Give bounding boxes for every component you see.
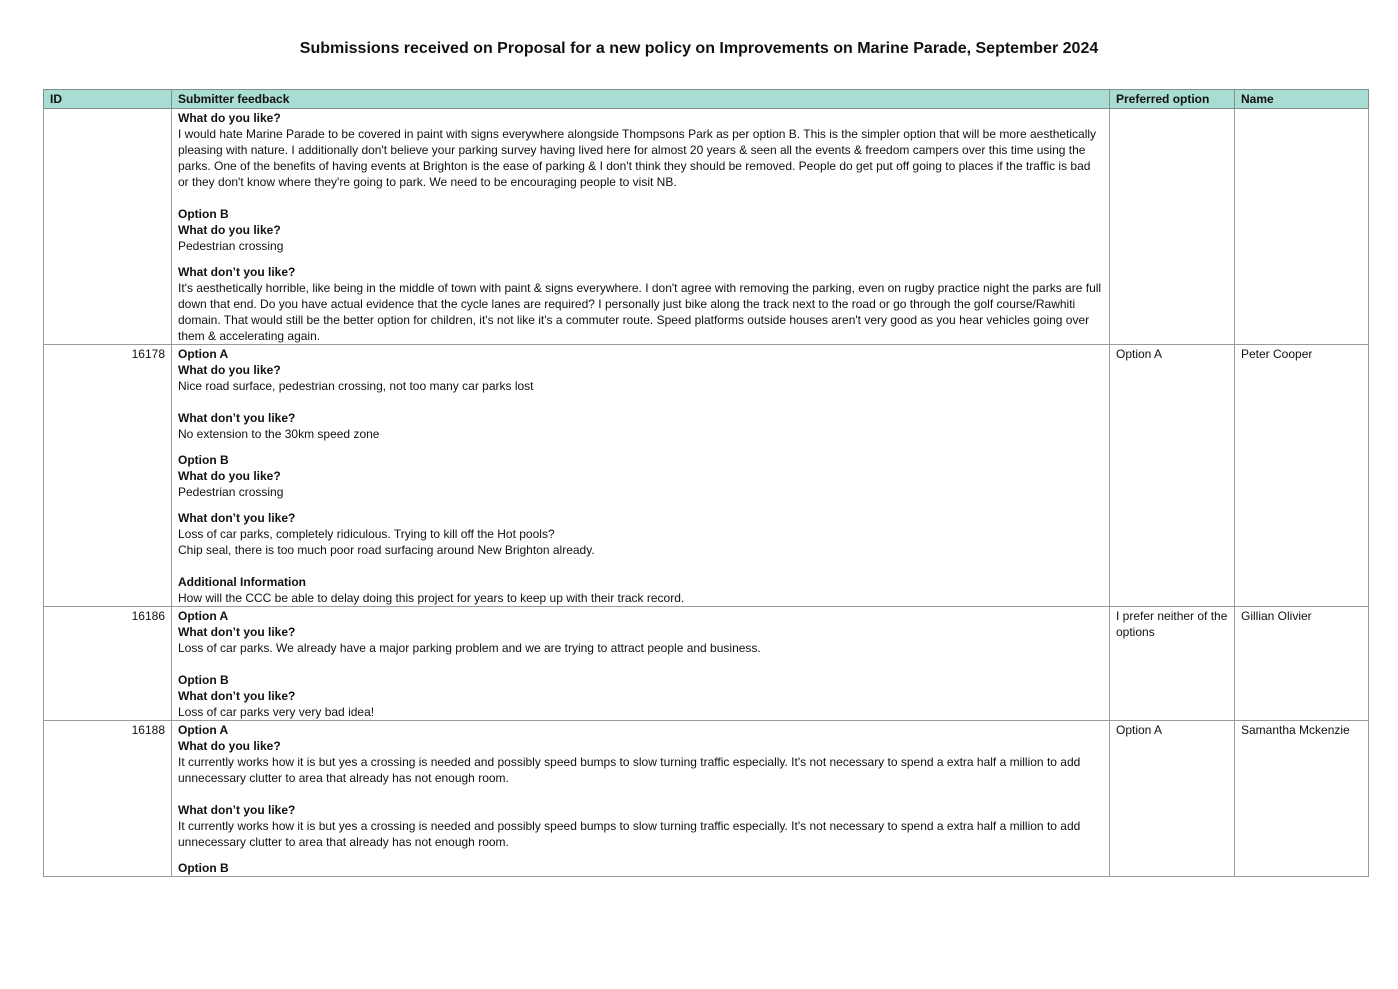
feedback-heading: Option B bbox=[178, 207, 229, 221]
feedback-text: How will the CCC be able to delay doing this project for years to keep up with their track record. bbox=[178, 591, 685, 605]
submission-id: 16186 bbox=[44, 607, 172, 721]
feedback-heading: What do you like? bbox=[178, 111, 281, 125]
page-title: Submissions received on Proposal for a new policy on Improvements on Marine Parade, September 2024 bbox=[299, 40, 1099, 57]
feedback-heading: What don’t you like? bbox=[178, 265, 296, 279]
submitter-name: Gillian Olivier bbox=[1235, 607, 1369, 721]
feedback-heading: What don’t you like? bbox=[178, 803, 296, 817]
table-header-row bbox=[44, 90, 1369, 109]
column-header-id: ID bbox=[44, 90, 172, 109]
feedback-text: I would hate Marine Parade to be covered in paint with signs everywhere alongside Thompsons Park as per option B. This is the simpler option that will be more aesthetically pleasing with nature. I additionally don't believe your parking survey having lived here for almost 20 years & seen all the events & freedom campers over this time using the parks. One of the benefits of having events at Brighton is the ease of parking & I don't think they should be removed. People do get put off going to places if the traffic is bad or they don't know where they're going to park. We need to be encouraging people to visit NB. bbox=[178, 127, 1097, 189]
feedback-text: Pedestrian crossing bbox=[178, 239, 284, 253]
preferred-option: Option A bbox=[1110, 721, 1235, 877]
feedback-heading: What do you like? bbox=[178, 363, 281, 377]
feedback-heading: Option B bbox=[178, 453, 229, 467]
feedback-heading: Option B bbox=[178, 861, 229, 875]
table-row bbox=[44, 345, 1369, 607]
preferred-option: I prefer neither of the options bbox=[1110, 607, 1235, 721]
submission-id bbox=[44, 109, 172, 345]
feedback-heading: Option A bbox=[178, 609, 229, 623]
submission-id: 16178 bbox=[44, 345, 172, 607]
feedback-text: No extension to the 30km speed zone bbox=[178, 427, 380, 441]
feedback-text: Chip seal, there is too much poor road surfacing around New Brighton already. bbox=[178, 543, 595, 557]
feedback-heading: Option A bbox=[178, 347, 229, 361]
table-row bbox=[44, 607, 1369, 721]
submission-id: 16188 bbox=[44, 721, 172, 877]
feedback-text: Nice road surface, pedestrian crossing, not too many car parks lost bbox=[178, 379, 534, 393]
feedback-heading: Option B bbox=[178, 673, 229, 687]
submitter-name: Samantha Mckenzie bbox=[1235, 721, 1369, 877]
feedback-heading: Option A bbox=[178, 723, 229, 737]
feedback-heading: What don’t you like? bbox=[178, 511, 296, 525]
submitter-feedback bbox=[172, 345, 1110, 607]
submitter-feedback bbox=[172, 109, 1110, 345]
preferred-option: Option A bbox=[1110, 345, 1235, 607]
feedback-heading: What do you like? bbox=[178, 223, 281, 237]
feedback-text: It currently works how it is but yes a crossing is needed and possibly speed bumps to slow turning traffic especially. It's not necessary to spend a extra half a million to add unnecessary clutter to area that already has not enough room. bbox=[178, 755, 1081, 785]
submissions-table bbox=[43, 89, 1369, 877]
feedback-text: Loss of car parks, completely ridiculous. Trying to kill off the Hot pools? bbox=[178, 527, 555, 541]
submitter-name bbox=[1235, 109, 1369, 345]
table-row bbox=[44, 721, 1369, 877]
feedback-heading: Additional Information bbox=[178, 575, 306, 589]
feedback-heading: What don’t you like? bbox=[178, 625, 296, 639]
submitter-feedback bbox=[172, 607, 1110, 721]
feedback-text: It currently works how it is but yes a crossing is needed and possibly speed bumps to slow turning traffic especially. It's not necessary to spend a extra half a million to add unnecessary clutter to area that already has not enough room. bbox=[178, 819, 1081, 849]
submitter-feedback bbox=[172, 721, 1110, 877]
feedback-heading: What don’t you like? bbox=[178, 689, 296, 703]
column-header-feedback: Submitter feedback bbox=[172, 90, 1110, 109]
submitter-name: Peter Cooper bbox=[1235, 345, 1369, 607]
feedback-heading: What do you like? bbox=[178, 469, 281, 483]
preferred-option bbox=[1110, 109, 1235, 345]
column-header-preferred-option: Preferred option bbox=[1110, 90, 1235, 109]
feedback-heading: What don’t you like? bbox=[178, 411, 296, 425]
feedback-text: It's aesthetically horrible, like being in the middle of town with paint & signs everywhere. I don't agree with removing the parking, even on rugby practice night the parks are full down that end. Do you have actual evidence that the cycle lanes are required? I personally just bike along the track next to the road or go through the golf course/Rawhiti domain. That would still be the better option for children, it's not like it's a commuter route. Speed platforms outside houses aren't very good as you hear vehicles going over them & accelerating again. bbox=[178, 281, 1102, 343]
feedback-heading: What do you like? bbox=[178, 739, 281, 753]
column-header-name: Name bbox=[1235, 90, 1369, 109]
feedback-text: Loss of car parks very very bad idea! bbox=[178, 705, 375, 719]
feedback-text: Loss of car parks. We already have a major parking problem and we are trying to attract people and business. bbox=[178, 641, 761, 655]
feedback-text: Pedestrian crossing bbox=[178, 485, 284, 499]
table-row bbox=[44, 109, 1369, 345]
